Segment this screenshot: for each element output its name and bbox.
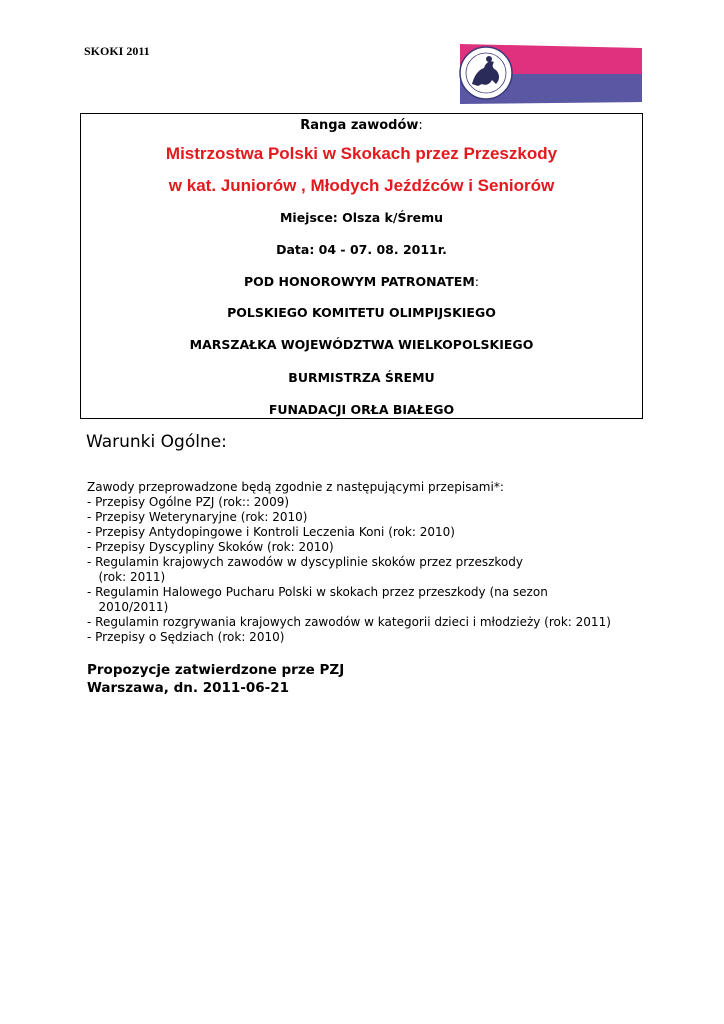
rank-label: Ranga zawodów bbox=[300, 118, 419, 133]
patron-item: FUNADACJI ORŁA BIAŁEGO bbox=[268, 402, 455, 417]
regulation-item: - Przepisy Ogólne PZJ (rok:: 2009) bbox=[87, 495, 290, 509]
patronage-label: POD HONOROWYM PATRONATEM bbox=[244, 274, 475, 289]
patron-item: BURMISTRZA ŚREMU bbox=[288, 370, 435, 385]
approval-block bbox=[87, 661, 344, 697]
regulation-item: - Regulamin Halowego Pucharu Polski w skokach przez przeszkody (na sezon bbox=[87, 585, 548, 599]
patronage-colon: : bbox=[474, 274, 479, 289]
rank-colon: : bbox=[418, 118, 423, 133]
event-place: Miejsce: Olsza k/Śremu bbox=[279, 210, 444, 225]
regulation-item: - Przepisy Dyscypliny Skoków (rok: 2010) bbox=[87, 540, 334, 554]
approval-place-date: Warszawa, dn. 2011-06-21 bbox=[87, 680, 290, 696]
approval-statement: Propozycje zatwierdzone prze PZJ bbox=[87, 662, 345, 678]
patronage-heading bbox=[81, 274, 642, 289]
patron-item: MARSZAŁKA WOJEWÓDZTWA WIELKOPOLSKIEGO bbox=[189, 337, 534, 352]
event-date: Data: 04 - 07. 08. 2011r. bbox=[276, 242, 447, 257]
regulation-item: - Regulamin krajowych zawodów w dyscyplinie skoków przez przeszkody bbox=[87, 555, 523, 569]
document-header-title: SKOKI 2011 bbox=[84, 44, 150, 58]
event-info-box bbox=[80, 113, 643, 419]
regulation-item: (rok: 2011) bbox=[87, 570, 166, 584]
regulation-item: - Przepisy o Sędziach (rok: 2010) bbox=[87, 630, 285, 644]
regulation-item: - Przepisy Antydopingowe i Kontroli Leczenia Koni (rok: 2010) bbox=[87, 525, 455, 539]
federation-flag-logo bbox=[456, 40, 642, 106]
general-conditions-heading: Warunki Ogólne: bbox=[86, 432, 227, 452]
event-title-line-1: Mistrzostwa Polski w Skokach przez Przeszkody bbox=[165, 144, 558, 163]
regulations-intro: Zawody przeprowadzone będą zgodnie z następującymi przepisami*: bbox=[87, 480, 504, 494]
event-title-line-2: w kat. Juniorów , Młodych Jeźdźców i Seniorów bbox=[168, 176, 555, 195]
rank-line bbox=[81, 118, 642, 133]
patron-item: POLSKIEGO KOMITETU OLIMPIJSKIEGO bbox=[227, 305, 496, 320]
regulation-item: 2010/2011) bbox=[87, 600, 169, 614]
regulations-list bbox=[87, 495, 611, 645]
regulation-item: - Regulamin rozgrywania krajowych zawodów w kategorii dzieci i młodzieży (rok: 2011) bbox=[87, 615, 611, 629]
horse-rider-emblem-icon bbox=[460, 47, 512, 99]
regulation-item: - Przepisy Weterynaryjne (rok: 2010) bbox=[87, 510, 308, 524]
